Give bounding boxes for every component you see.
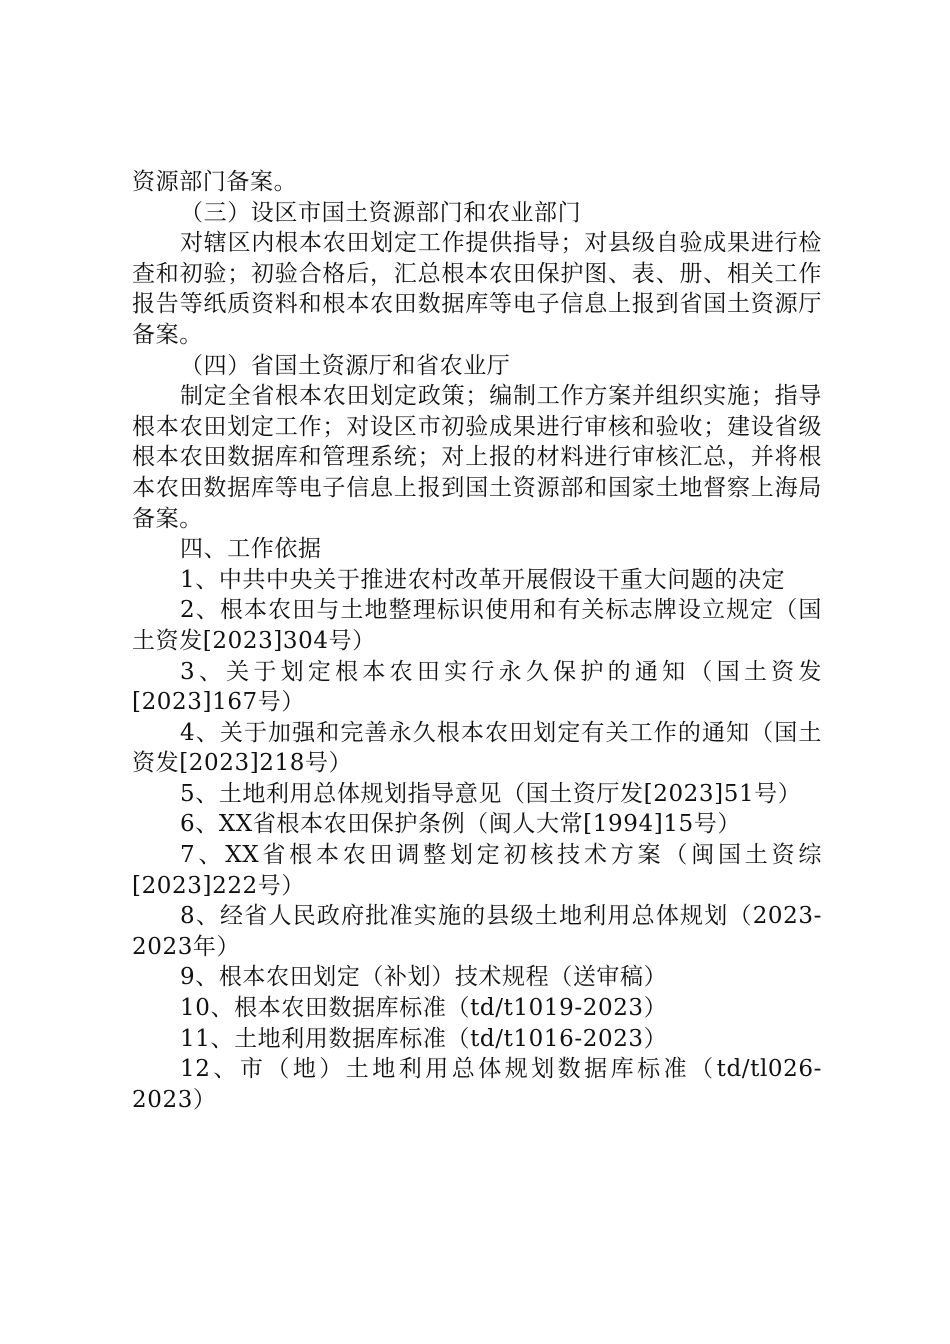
document-body <box>132 167 822 1115</box>
basis-item-2: 2、根本农田与土地整理标识使用和有关标志牌设立规定（国土资发[2023]304号） <box>132 597 822 654</box>
basis-item-11: 11、土地利用数据库标准（td/t1016-2023） <box>180 1025 668 1052</box>
basis-item-5: 5、土地利用总体规划指导意见（国土资厅发[2023]51号） <box>180 780 802 807</box>
basis-item-7: 7、XX省根本农田调整划定初核技术方案（闽国土资综[2023]222号） <box>132 842 822 899</box>
basis-item-4: 4、关于加强和完善永久根本农田划定有关工作的通知（国土资发[2023]218号） <box>132 719 822 777</box>
basis-item-6: 6、XX省根本农田保护条例（闽人大常[1994]15号） <box>180 811 741 838</box>
heading-section-3: （三）设区市国土资源部门和农业部门 <box>180 199 582 226</box>
paragraph-city-duties: 对辖区内根本农田划定工作提供指导；对县级自验成果进行检查和初验；初验合格后，汇总根本农田保护图、表、册、相关工作报告等纸质资料和根本农田数据库等电子信息上报到省国土资源厅备案。 <box>132 230 822 348</box>
basis-item-12: 12、市（地）土地利用总体规划数据库标准（td/tl026-2023） <box>132 1056 822 1113</box>
heading-section-4: （四）省国土资源厅和省农业厅 <box>180 352 511 379</box>
basis-item-3: 3、关于划定根本农田实行永久保护的通知（国土资发[2023]167号） <box>132 658 822 716</box>
paragraph-continuation: 资源部门备案。 <box>132 169 298 195</box>
basis-item-10: 10、根本农田数据库标准（td/t1019-2023） <box>180 995 668 1022</box>
heading-work-basis: 四、工作依据 <box>180 536 322 563</box>
basis-item-8: 8、经省人民政府批准实施的县级土地利用总体规划（2023-2023年） <box>132 903 822 960</box>
paragraph-province-duties: 制定全省根本农田划定政策；编制工作方案并组织实施；指导根本农田划定工作；对设区市初验成果进行审核和验收；建设省级根本农田数据库和管理系统；对上报的材料进行审核汇总，并将根本农田数据库等电子信息上报到国土资源部和国家土地督察上海局备案。 <box>132 383 822 532</box>
basis-item-1: 1、中共中央关于推进农村改革开展假设干重大问题的决定 <box>180 566 786 593</box>
basis-item-9: 9、根本农田划定（补划）技术规程（送审稿） <box>180 964 668 991</box>
